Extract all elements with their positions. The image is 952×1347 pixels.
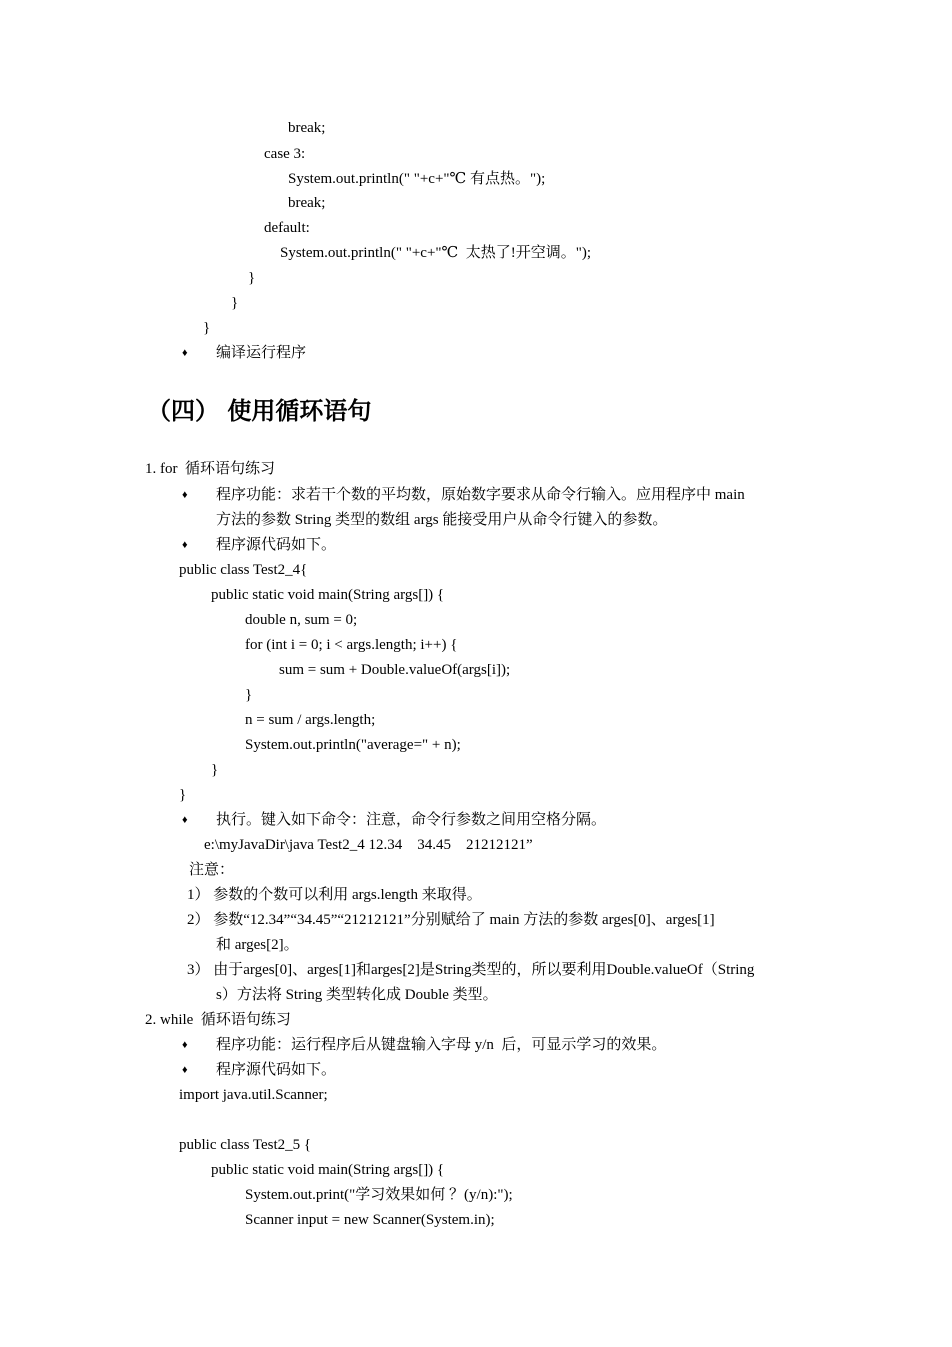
bullet-diamond-icon: ♦ xyxy=(182,489,188,501)
bullet-diamond-icon: ♦ xyxy=(182,539,188,551)
code-line: } xyxy=(245,687,253,703)
note-item-cont: 和 arges[2]。 xyxy=(216,937,299,953)
compile-run-label: 编译运行程序 xyxy=(216,345,307,361)
for-function-desc: 程序功能：求若干个数的平均数，原始数字要求从命令行输入。应用程序中 main xyxy=(216,487,745,503)
note-item: 1） 参数的个数可以利用 args.length 来取得。 xyxy=(187,887,482,903)
code-line: for (int i = 0; i < args.length; i++) { xyxy=(245,637,458,653)
code-line: } xyxy=(179,787,187,803)
command-line: e:\myJavaDir\java Test2_4 12.34 34.45 21212121” xyxy=(204,837,533,853)
code-line: System.out.println(" "+c+"℃ 太热了!开空调。"); xyxy=(280,245,592,261)
code-line: } xyxy=(203,320,211,336)
bullet-diamond-icon: ♦ xyxy=(182,1064,188,1076)
while-section-title: 2. while 循环语句练习 xyxy=(145,1012,291,1028)
bullet-diamond-icon: ♦ xyxy=(182,1039,188,1051)
code-line: default: xyxy=(264,220,310,236)
code-line: sum = sum + Double.valueOf(args[i]); xyxy=(279,662,511,678)
note-item: 3） 由于arges[0]、arges[1]和arges[2]是String类型的，所以要利用Double.valueOf（String xyxy=(187,962,755,978)
code-line: System.out.println(" "+c+"℃ 有点热。"); xyxy=(288,171,546,187)
note-title: 注意： xyxy=(189,862,235,878)
code-line: break; xyxy=(288,195,326,211)
code-line: public class Test2_4{ xyxy=(179,562,308,578)
while-source-label: 程序源代码如下。 xyxy=(216,1062,337,1078)
code-line: } xyxy=(211,762,219,778)
note-item-cont: s）方法将 String 类型转化成 Double 类型。 xyxy=(216,987,498,1003)
code-line: public class Test2_5 { xyxy=(179,1137,312,1153)
code-line: } xyxy=(231,295,239,311)
code-line: case 3: xyxy=(264,146,306,162)
code-line: public static void main(String args[]) { xyxy=(211,1162,445,1178)
code-line: System.out.print("学习效果如何 ？(y/n):"); xyxy=(245,1187,513,1203)
exec-label: 执行。键入如下命令：注意，命令行参数之间用空格分隔。 xyxy=(216,812,607,828)
note-item: 2） 参数“12.34”“34.45”“21212121”分别赋给了 main 方法的参数 arges[0]、arges[1] xyxy=(187,912,715,928)
for-function-desc-cont: 方法的参数 String 类型的数组 args 能接受用户从命令行键入的参数。 xyxy=(216,512,668,528)
code-line: break; xyxy=(288,120,326,136)
for-source-label: 程序源代码如下。 xyxy=(216,537,337,553)
for-section-title: 1. for 循环语句练习 xyxy=(145,461,275,477)
code-line: import java.util.Scanner; xyxy=(179,1087,328,1103)
code-line: public static void main(String args[]) { xyxy=(211,587,445,603)
while-function-desc: 程序功能：运行程序后从键盘输入字母 y/n 后，可显示学习的效果。 xyxy=(216,1037,667,1053)
bullet-diamond-icon: ♦ xyxy=(182,814,188,826)
code-line: n = sum / args.length; xyxy=(245,712,376,728)
code-line: Scanner input = new Scanner(System.in); xyxy=(245,1212,495,1228)
code-line: } xyxy=(248,270,256,286)
bullet-diamond-icon: ♦ xyxy=(182,347,188,359)
code-line: double n, sum = 0; xyxy=(245,612,358,628)
section-heading: （四） 使用循环语句 xyxy=(147,397,372,425)
code-line: System.out.println("average=" + n); xyxy=(245,737,461,753)
